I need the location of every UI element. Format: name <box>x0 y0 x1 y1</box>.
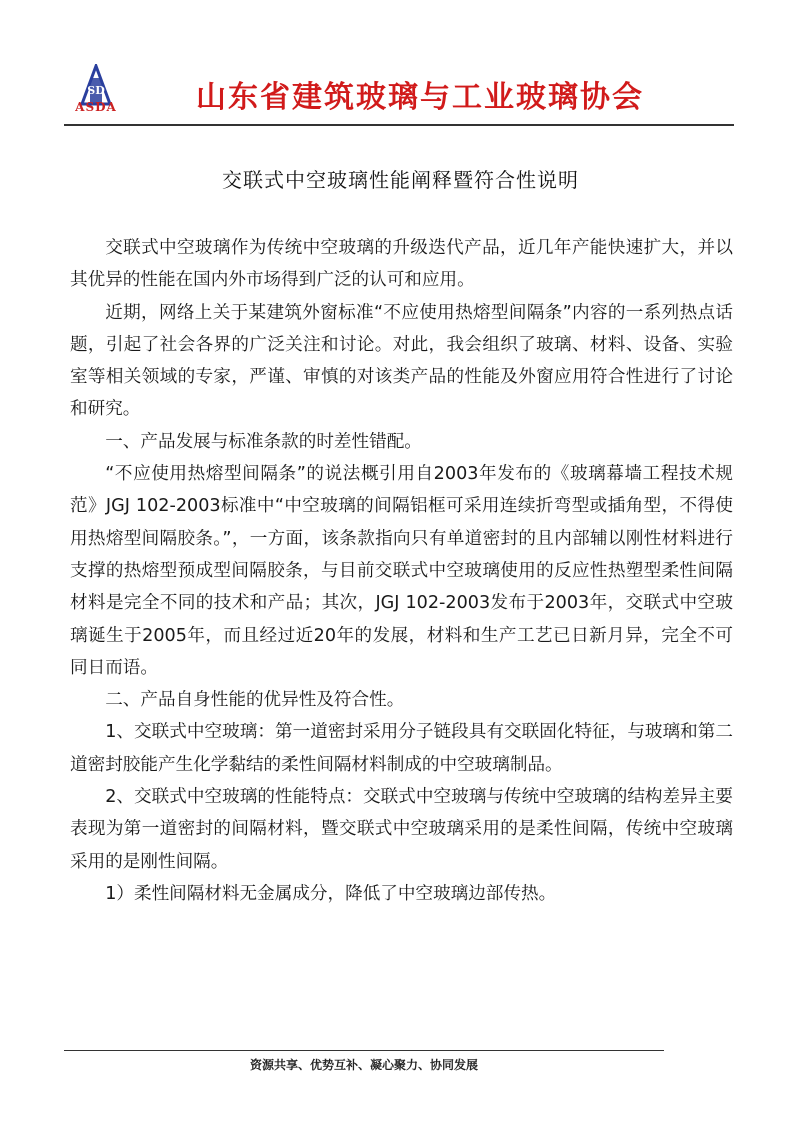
footer-divider <box>64 1050 664 1051</box>
section-heading-1: 一、产品发展与标准条款的时差性错配。 <box>105 431 422 452</box>
paragraph-intro: 交联式中空玻璃作为传统中空玻璃的升级迭代产品，近几年产能快速扩大，并以其优异的性能在国内外市场得到广泛的认可和应用。 <box>70 238 733 291</box>
document-title: 交联式中空玻璃性能阐释暨符合性说明 <box>222 168 579 192</box>
paragraph-standard-mismatch: “不应使用热熔型间隔条”的说法概引用自2003年发布的《玻璃幕墙工程技术规范》JGJ 102-2003标准中“中空玻璃的间隔铝框可采用连续折弯型或插角型，不得使用热熔型间隔胶条。”，一方面，该条款指向只有单道密封的且内部辅以刚性材料进行支撑的热熔型预成型间隔胶条，与目前交联式中空玻璃使用的反应性热塑型柔性间隔材料是完全不同的技术和产品；其次，JGJ 102-2003发布于2003年，交联式中空玻璃诞生于2005年，而且经过近20年的发展，材料和生产工艺已日新月异，完全不可同日而语。 <box>70 464 733 678</box>
paragraph-definition: 1、交联式中空玻璃：第一道密封采用分子链段具有交联固化特征，与玻璃和第二道密封胶能产生化学黏结的柔性间隔材料制成的中空玻璃制品。 <box>70 722 733 775</box>
svg-text:SD: SD <box>87 84 105 97</box>
paragraph-background: 近期，网络上关于某建筑外窗标准“不应使用热熔型间隔条”内容的一系列热点话题，引起了社会各界的广泛关注和讨论。对此，我会组织了玻璃、材料、设备、实验室等相关领域的专家，严谨、审慎的对该类产品的性能及外窗应用符合性进行了讨论和研究。 <box>70 302 733 420</box>
footer-slogan: 资源共享、优势互补、凝心聚力、协同发展 <box>249 1058 478 1072</box>
organization-name: 山东省建筑玻璃与工业玻璃协会 <box>196 80 644 115</box>
association-logo <box>64 64 128 112</box>
paragraph-characteristics: 2、交联式中空玻璃的性能特点：交联式中空玻璃与传统中空玻璃的结构差异主要表现为第一道密封的间隔材料，暨交联式中空玻璃采用的是柔性间隔，传统中空玻璃采用的是刚性间隔。 <box>70 787 733 872</box>
svg-text:ASDA: ASDA <box>75 100 117 112</box>
section-heading-2: 二、产品自身性能的优异性及符合性。 <box>105 690 405 711</box>
letterhead <box>64 64 734 122</box>
header-divider <box>64 124 734 126</box>
paragraph-point-1: 1）柔性间隔材料无金属成分，降低了中空玻璃边部传热。 <box>105 883 557 904</box>
document-body <box>70 232 733 910</box>
